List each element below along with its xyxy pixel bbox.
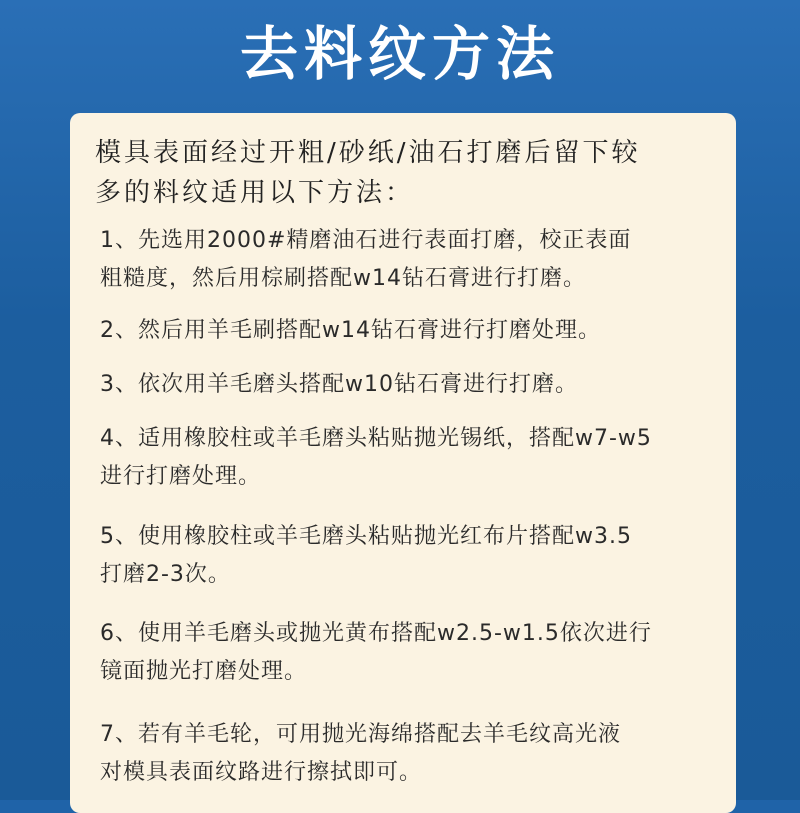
step-1 — [100, 222, 740, 298]
step-2-line-1: 2、然后用羊毛刷搭配w14钻石膏进行打磨处理。 — [100, 318, 601, 343]
intro-line-1: 模具表面经过开粗/砂纸/油石打磨后留下较 — [95, 138, 641, 168]
step-6-line-1: 6、使用羊毛磨头或抛光黄布搭配w2.5-w1.5依次进行 — [100, 621, 652, 646]
step-7-line-1: 7、若有羊毛轮，可用抛光海绵搭配去羊毛纹高光液 — [100, 722, 621, 747]
step-4-line-2: 进行打磨处理。 — [100, 464, 262, 489]
step-2 — [100, 312, 740, 350]
step-3 — [100, 366, 740, 404]
step-5-line-2: 打磨2-3次。 — [100, 562, 231, 587]
step-5 — [100, 518, 740, 594]
step-4-line-1: 4、适用橡胶柱或羊毛磨头粘贴抛光锡纸，搭配w7-w5 — [100, 426, 652, 451]
page-title: 去料纹方法 — [239, 20, 560, 88]
step-1-line-2: 粗糙度，然后用棕刷搭配w14钻石膏进行打磨。 — [100, 266, 586, 291]
step-5-line-1: 5、使用橡胶柱或羊毛磨头粘贴抛光红布片搭配w3.5 — [100, 524, 632, 549]
intro-paragraph — [95, 133, 735, 213]
step-6-line-2: 镜面抛光打磨处理。 — [100, 659, 308, 684]
step-3-line-1: 3、依次用羊毛磨头搭配w10钻石膏进行打磨。 — [100, 372, 578, 397]
step-1-line-1: 1、先选用2000#精磨油石进行表面打磨，校正表面 — [100, 228, 632, 253]
step-4 — [100, 420, 740, 496]
intro-line-2: 多的料纹适用以下方法： — [95, 178, 415, 208]
step-7 — [100, 716, 740, 792]
step-7-line-2: 对模具表面纹路进行擦拭即可。 — [100, 760, 423, 785]
step-6 — [100, 615, 740, 691]
